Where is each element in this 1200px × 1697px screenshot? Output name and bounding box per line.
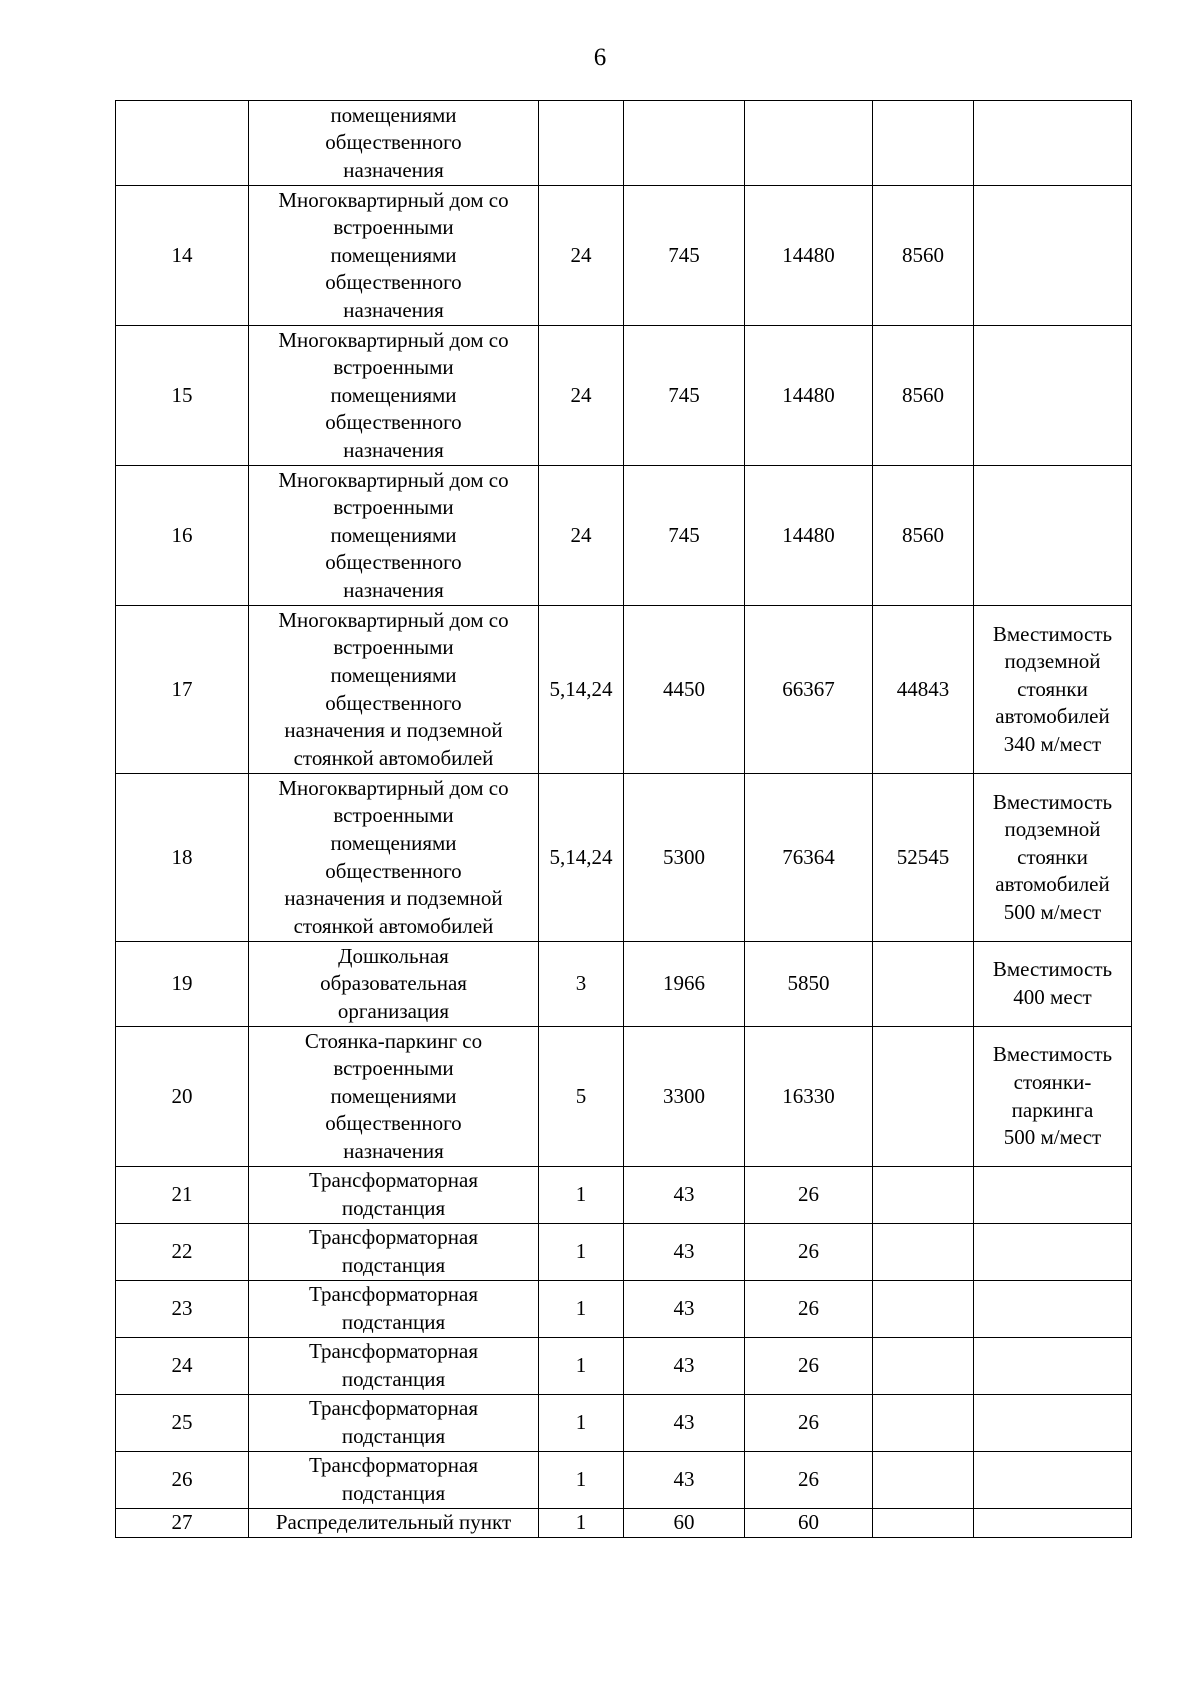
cell-number: 21	[116, 1167, 249, 1224]
cell-floor-area	[873, 1167, 974, 1224]
cell-storeys: 1	[539, 1452, 624, 1509]
cell-total-area: 76364	[745, 774, 873, 942]
page-number: 6	[593, 44, 607, 71]
cell-number: 23	[116, 1281, 249, 1338]
cell-object-name: Трансформаторная подстанция	[249, 1224, 539, 1281]
table-row	[116, 186, 1132, 326]
cell-object-name: Трансформаторная подстанция	[249, 1167, 539, 1224]
cell-object-name: Многоквартирный дом со встроенными помещениями общественного назначения	[249, 466, 539, 606]
cell-storeys: 5	[539, 1027, 624, 1167]
cell-building-area: 60	[624, 1509, 745, 1538]
cell-total-area: 14480	[745, 186, 873, 326]
cell-note	[974, 1509, 1132, 1538]
cell-total-area: 26	[745, 1338, 873, 1395]
cell-number: 22	[116, 1224, 249, 1281]
cell-building-area: 5300	[624, 774, 745, 942]
cell-total-area: 14480	[745, 326, 873, 466]
cell-note: Вместимость стоянки- паркинга 500 м/мест	[974, 1027, 1132, 1167]
cell-total-area: 66367	[745, 606, 873, 774]
buildings-table	[115, 100, 1132, 1538]
cell-building-area: 3300	[624, 1027, 745, 1167]
cell-storeys	[539, 101, 624, 186]
table-row	[116, 1452, 1132, 1509]
cell-note	[974, 186, 1132, 326]
cell-building-area: 43	[624, 1167, 745, 1224]
cell-building-area: 1966	[624, 942, 745, 1027]
cell-storeys: 1	[539, 1167, 624, 1224]
cell-note	[974, 1224, 1132, 1281]
cell-total-area: 26	[745, 1452, 873, 1509]
cell-object-name: Многоквартирный дом со встроенными помещениями общественного назначения	[249, 326, 539, 466]
cell-total-area: 26	[745, 1167, 873, 1224]
cell-number: 18	[116, 774, 249, 942]
cell-building-area: 745	[624, 326, 745, 466]
cell-storeys: 1	[539, 1395, 624, 1452]
cell-floor-area	[873, 1395, 974, 1452]
cell-building-area: 745	[624, 466, 745, 606]
cell-storeys: 1	[539, 1224, 624, 1281]
cell-total-area: 26	[745, 1281, 873, 1338]
cell-building-area	[624, 101, 745, 186]
table-row	[116, 1395, 1132, 1452]
cell-building-area: 745	[624, 186, 745, 326]
cell-storeys: 24	[539, 326, 624, 466]
cell-building-area: 43	[624, 1338, 745, 1395]
cell-floor-area: 44843	[873, 606, 974, 774]
cell-building-area: 43	[624, 1224, 745, 1281]
table-row	[116, 466, 1132, 606]
cell-floor-area	[873, 1338, 974, 1395]
cell-total-area	[745, 101, 873, 186]
cell-floor-area: 52545	[873, 774, 974, 942]
cell-floor-area	[873, 1452, 974, 1509]
cell-storeys: 5,14,24	[539, 606, 624, 774]
cell-total-area: 60	[745, 1509, 873, 1538]
cell-storeys: 24	[539, 186, 624, 326]
table-row	[116, 942, 1132, 1027]
cell-storeys: 1	[539, 1509, 624, 1538]
cell-floor-area	[873, 1509, 974, 1538]
cell-object-name: Многоквартирный дом со встроенными помещениями общественного назначения	[249, 186, 539, 326]
cell-object-name: Дошкольная образовательная организация	[249, 942, 539, 1027]
cell-floor-area	[873, 1224, 974, 1281]
cell-note: Вместимость подземной стоянки автомобилей 500 м/мест	[974, 774, 1132, 942]
cell-note	[974, 101, 1132, 186]
cell-note	[974, 1452, 1132, 1509]
cell-number: 15	[116, 326, 249, 466]
table-row	[116, 1281, 1132, 1338]
table-row	[116, 1338, 1132, 1395]
cell-total-area: 16330	[745, 1027, 873, 1167]
table-row	[116, 101, 1132, 186]
cell-number: 14	[116, 186, 249, 326]
cell-floor-area: 8560	[873, 186, 974, 326]
cell-note	[974, 1167, 1132, 1224]
cell-floor-area	[873, 1027, 974, 1167]
cell-number: 20	[116, 1027, 249, 1167]
cell-floor-area: 8560	[873, 466, 974, 606]
cell-object-name: Трансформаторная подстанция	[249, 1338, 539, 1395]
cell-number: 25	[116, 1395, 249, 1452]
cell-storeys: 5,14,24	[539, 774, 624, 942]
cell-note	[974, 466, 1132, 606]
cell-object-name: Стоянка-паркинг со встроенными помещениями общественного назначения	[249, 1027, 539, 1167]
cell-total-area: 26	[745, 1224, 873, 1281]
cell-floor-area: 8560	[873, 326, 974, 466]
cell-note	[974, 1281, 1132, 1338]
cell-number: 19	[116, 942, 249, 1027]
cell-note	[974, 1395, 1132, 1452]
cell-object-name: Распределительный пункт	[249, 1509, 539, 1538]
table-row	[116, 1509, 1132, 1538]
cell-storeys: 3	[539, 942, 624, 1027]
cell-object-name: Трансформаторная подстанция	[249, 1452, 539, 1509]
cell-note	[974, 326, 1132, 466]
cell-storeys: 24	[539, 466, 624, 606]
table-row	[116, 1027, 1132, 1167]
cell-number: 17	[116, 606, 249, 774]
cell-number	[116, 101, 249, 186]
cell-storeys: 1	[539, 1338, 624, 1395]
cell-number: 26	[116, 1452, 249, 1509]
cell-object-name: Трансформаторная подстанция	[249, 1395, 539, 1452]
cell-number: 27	[116, 1509, 249, 1538]
cell-number: 16	[116, 466, 249, 606]
cell-note	[974, 1338, 1132, 1395]
cell-object-name: Многоквартирный дом со встроенными помещениями общественного назначения и подземной стоянкой автомобилей	[249, 774, 539, 942]
cell-floor-area	[873, 101, 974, 186]
cell-total-area: 26	[745, 1395, 873, 1452]
cell-building-area: 43	[624, 1281, 745, 1338]
cell-object-name: помещениями общественного назначения	[249, 101, 539, 186]
cell-number: 24	[116, 1338, 249, 1395]
table-row	[116, 606, 1132, 774]
cell-object-name: Многоквартирный дом со встроенными помещениями общественного назначения и подземной стоянкой автомобилей	[249, 606, 539, 774]
cell-building-area: 43	[624, 1395, 745, 1452]
cell-floor-area	[873, 942, 974, 1027]
cell-storeys: 1	[539, 1281, 624, 1338]
cell-total-area: 14480	[745, 466, 873, 606]
table-row	[116, 774, 1132, 942]
cell-object-name: Трансформаторная подстанция	[249, 1281, 539, 1338]
cell-building-area: 43	[624, 1452, 745, 1509]
table-row	[116, 326, 1132, 466]
cell-floor-area	[873, 1281, 974, 1338]
cell-building-area: 4450	[624, 606, 745, 774]
table-row	[116, 1224, 1132, 1281]
cell-note: Вместимость подземной стоянки автомобилей 340 м/мест	[974, 606, 1132, 774]
table-row	[116, 1167, 1132, 1224]
cell-note: Вместимость 400 мест	[974, 942, 1132, 1027]
cell-total-area: 5850	[745, 942, 873, 1027]
